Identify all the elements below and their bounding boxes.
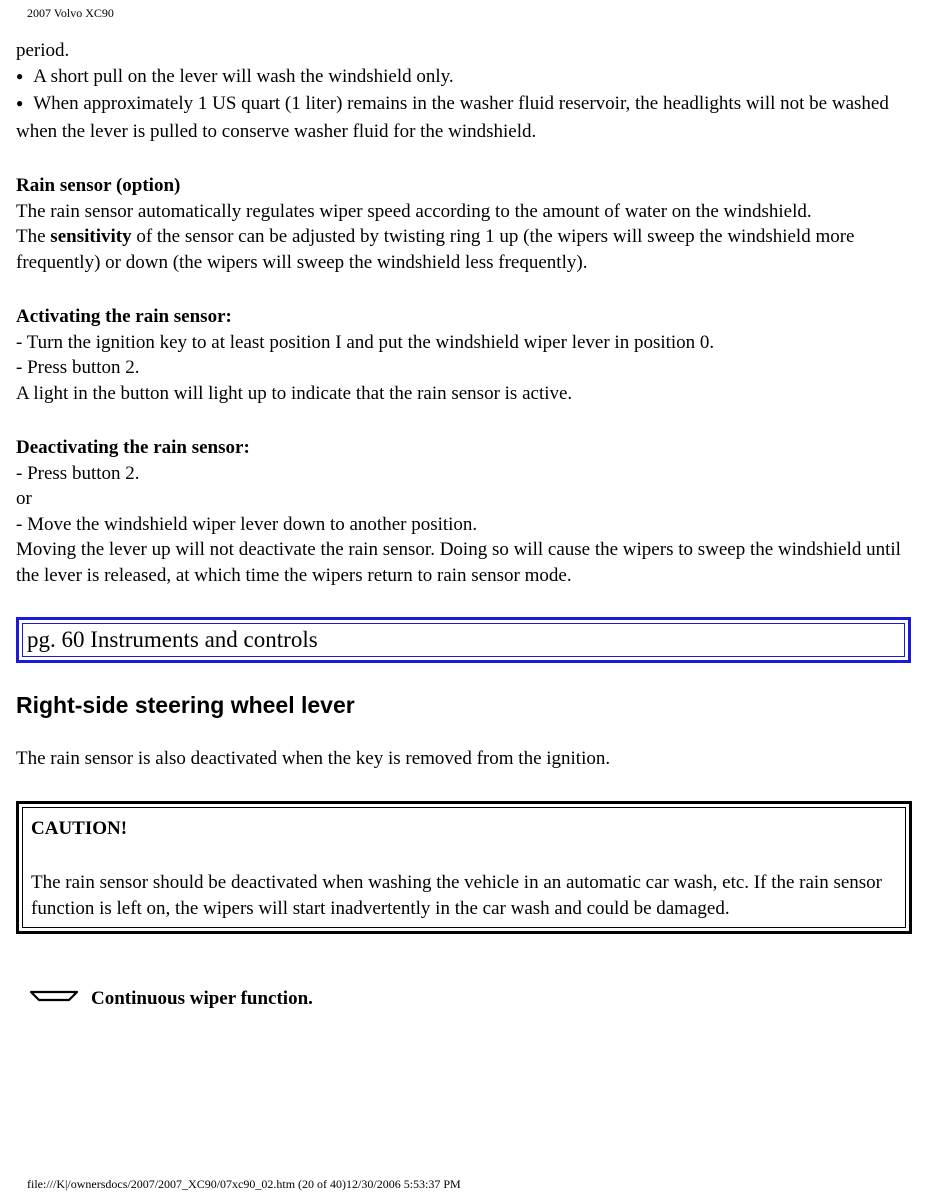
rain-sensor-text: The rain sensor automatically regulates wiper speed according to the amount of water on the windshield. — [16, 200, 812, 222]
continuous-wiper-label: Continuous wiper function. — [91, 988, 313, 1009]
activating-heading: Activating the rain sensor: — [16, 306, 232, 327]
page-banner-text: pg. 60 Instruments and controls — [22, 623, 905, 657]
bullet-item: ● A short pull on the lever will wash the windshield only. — [16, 64, 911, 92]
page-banner — [16, 617, 911, 663]
file-path-footer: file:///K|/ownersdocs/2007/2007_XC90/07xc90_02.htm (20 of 40)12/30/2006 5:53:37 PM — [27, 1177, 461, 1191]
continuation-text: period. — [16, 40, 70, 61]
activating-note: A light in the button will light up to indicate that the rain sensor is active. — [16, 382, 573, 404]
activating-step: - Turn the ignition key to at least position I and put the windshield wiper lever in position 0. — [16, 331, 715, 353]
deactivating-step: - Move the windshield wiper lever down to another position. — [16, 513, 478, 535]
caution-box — [16, 801, 912, 935]
sensitivity-term: sensitivity — [50, 226, 132, 247]
deactivating-or: or — [16, 488, 32, 509]
deactivating-heading: Deactivating the rain sensor: — [16, 437, 250, 458]
bullet-item: ● When approximately 1 US quart (1 liter) remains in the washer fluid reservoir, the headlights will not be washed when the lever is pulled to conserve washer fluid for the windshield. — [16, 91, 911, 144]
page-content — [16, 38, 911, 1012]
rain-sensor-heading: Rain sensor (option) — [16, 175, 181, 196]
rain-sensor-sensitivity-text: The sensitivity of the sensor can be adjusted by twisting ring 1 up (the wipers will sweep the windshield more frequently) or down (the wipers will sweep the windshield less frequently). — [16, 226, 855, 273]
document-title: 2007 Volvo XC90 — [27, 6, 114, 20]
caution-inner — [22, 807, 906, 929]
section-text: The rain sensor is also deactivated when the key is removed from the ignition. — [16, 748, 611, 769]
deactivating-note: Moving the lever up will not deactivate the rain sensor. Doing so will cause the wipers to sweep the windshield until the lever is released, at which time the wipers return to rain sensor mode. — [16, 539, 901, 586]
continuous-wiper-row — [16, 986, 911, 1012]
caution-text: The rain sensor should be deactivated when washing the vehicle in an automatic car wash, etc. If the rain sensor function is left on, the wipers will start inadvertently in the car wash and could be damaged. — [31, 872, 883, 919]
continuous-wiper-icon — [29, 986, 79, 1012]
section-heading: Right-side steering wheel lever — [16, 692, 355, 718]
caution-title: CAUTION! — [31, 817, 128, 839]
deactivating-step: - Press button 2. — [16, 462, 140, 484]
activating-step: - Press button 2. — [16, 357, 140, 378]
